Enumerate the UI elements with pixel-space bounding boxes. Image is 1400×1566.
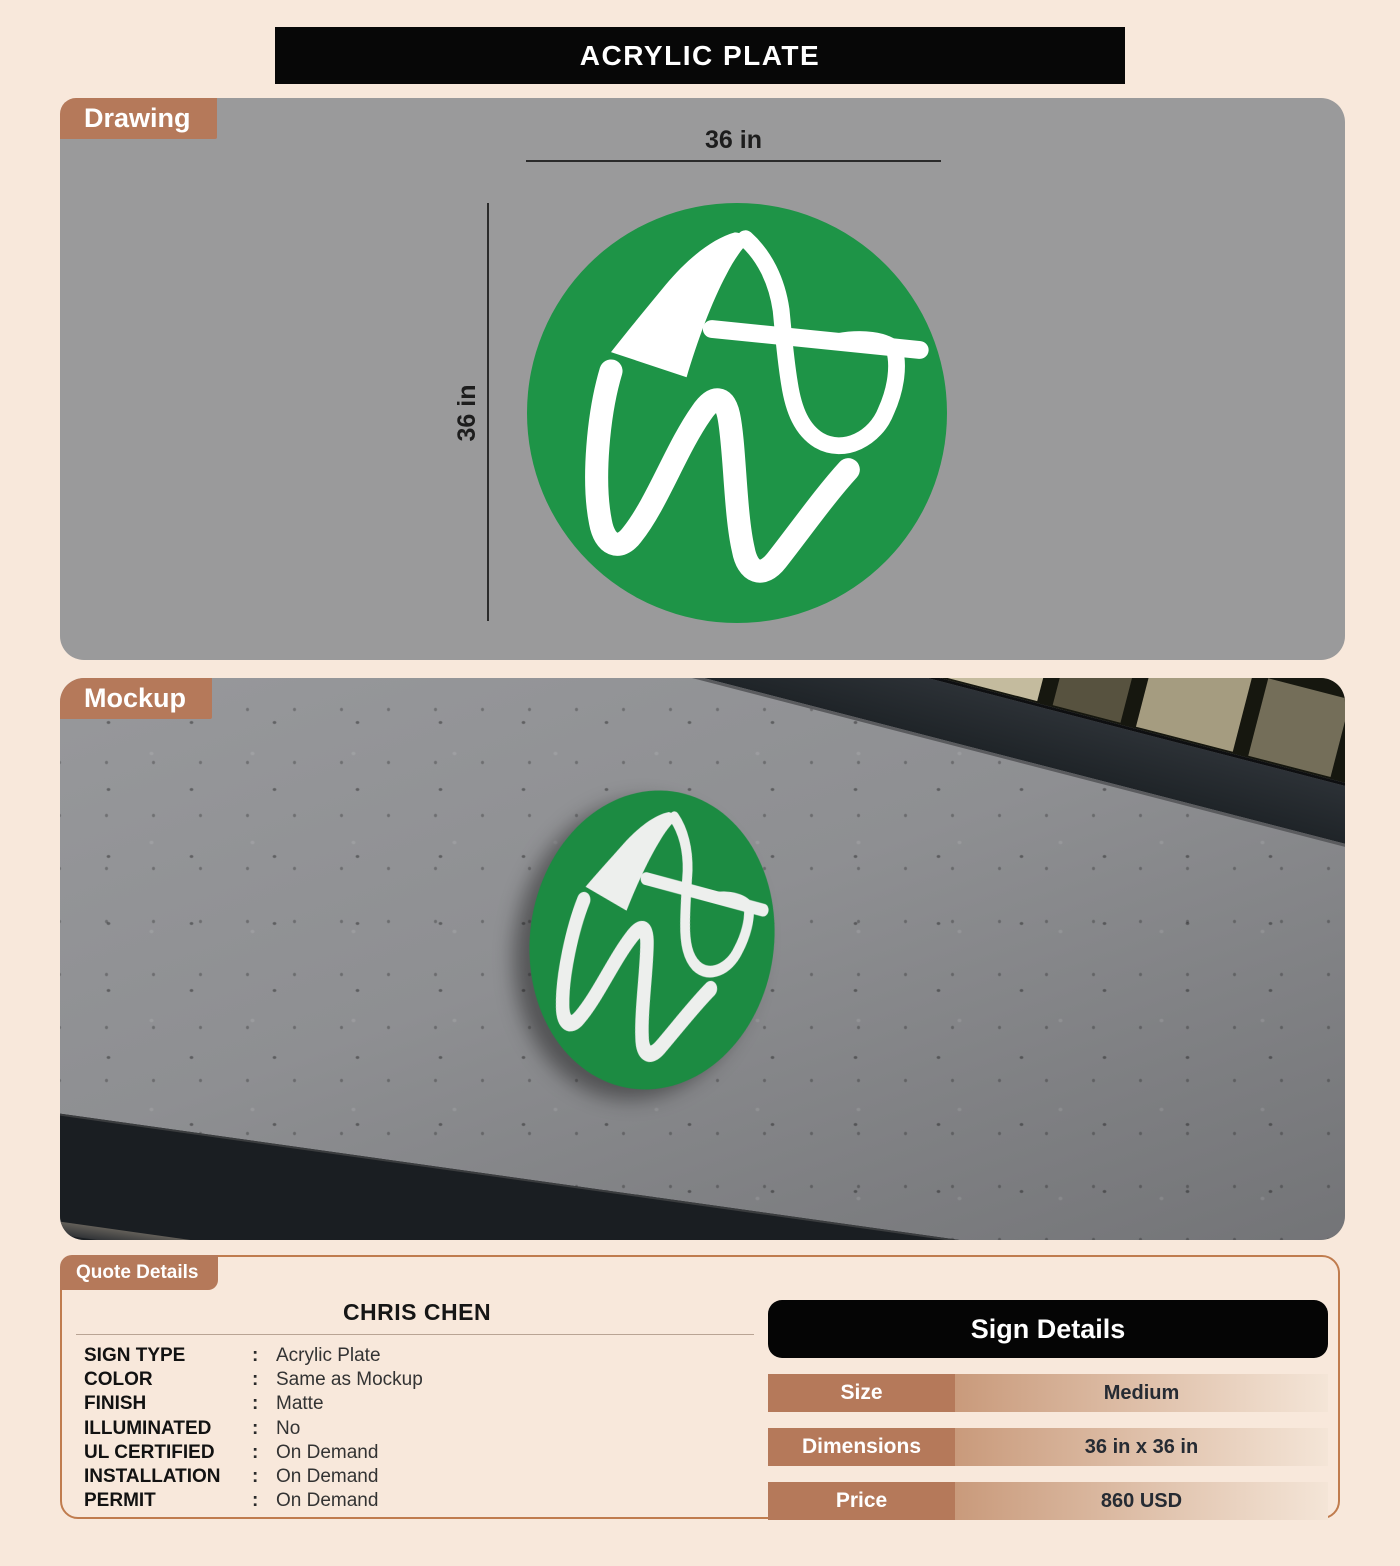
sign-row-value: 860 USD [955,1482,1328,1520]
sign-row-size [768,1374,1328,1412]
field-value: On Demand [276,1490,379,1512]
mockup-tab [60,678,212,719]
drawing-tab-label: Drawing [84,103,191,133]
sign-row-value: 36 in x 36 in [955,1428,1328,1466]
field-label: FINISH [84,1393,147,1415]
field-value: On Demand [276,1441,379,1463]
field-value: Matte [276,1393,324,1415]
field-colon: : [252,1369,259,1391]
sign-row-value: Medium [955,1374,1328,1412]
sign-row-label: Price [768,1482,955,1520]
field-label: ILLUMINATED [84,1417,212,1439]
field-colon: : [252,1345,259,1366]
height-dimension-line [487,203,489,621]
quote-field-list [74,1344,423,1513]
field-label: SIGN TYPE [84,1345,186,1366]
building-canopy-wedge [692,678,1345,1079]
width-dimension-label: 36 in [705,126,762,154]
field-label: COLOR [84,1369,153,1391]
logo-graphic [510,774,793,1105]
sign-details-title: Sign Details [970,1313,1126,1344]
lower-shadow-wedge [60,1108,1345,1240]
field-label: INSTALLATION [84,1466,221,1488]
field-value: No [276,1417,301,1439]
window-pane-with-plant [1295,678,1345,680]
field-label: PERMIT [84,1490,156,1512]
height-dimension-label: 36 in [453,384,481,442]
mockup-panel [60,678,1345,1240]
field-value: On Demand [276,1466,379,1488]
width-dimension-line [526,160,941,162]
sign-logo-drawing [527,203,947,623]
field-value: Same as Mockup [276,1369,423,1391]
sign-row-label: Dimensions [768,1428,955,1466]
field-colon: : [252,1490,259,1512]
sign-details-header [768,1300,1328,1358]
sign-row-label: Size [768,1374,955,1412]
logo-graphic [527,203,947,623]
sign-details-table [768,1300,1328,1520]
name-divider [76,1334,754,1335]
sign-row-dimensions [768,1428,1328,1466]
field-colon: : [252,1417,259,1439]
field-label: UL CERTIFIED [84,1441,215,1463]
field-colon: : [252,1466,259,1488]
page-title: ACRYLIC PLATE [579,39,821,71]
field-value: Acrylic Plate [276,1345,381,1366]
mockup-tab-label: Mockup [84,683,187,713]
quote-details-panel [60,1255,1340,1519]
drawing-panel [60,98,1345,660]
lower-edge-highlight [60,1214,837,1240]
drawing-tab [60,98,217,139]
title-banner [275,27,1125,84]
sign-logo-mockup [510,774,793,1105]
customer-name: CHRIS CHEN [342,1299,492,1325]
quote-details-tab [60,1255,218,1290]
field-colon: : [252,1393,259,1415]
sign-row-price [768,1482,1328,1520]
quote-details-tab-label: Quote Details [76,1261,199,1283]
field-colon: : [252,1441,259,1463]
